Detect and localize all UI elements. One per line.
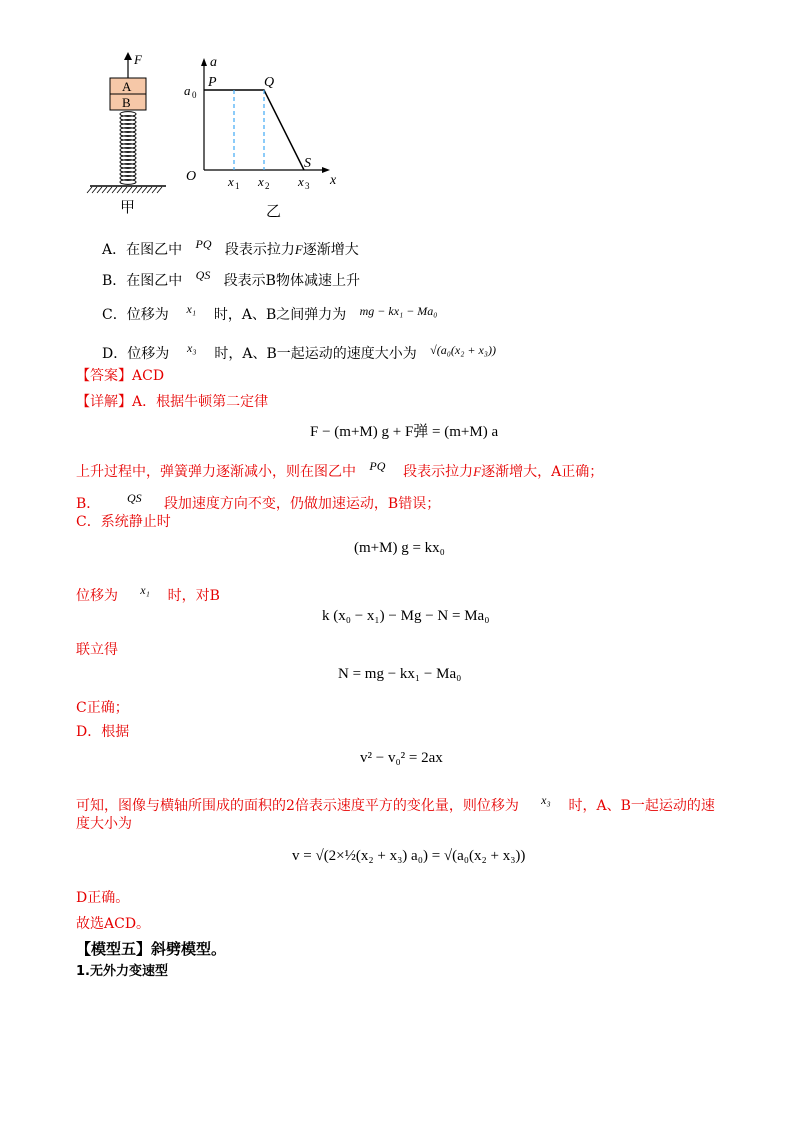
line-d: D．根据: [76, 724, 130, 740]
point-q-label: Q: [264, 75, 275, 90]
point-s-label: S: [304, 156, 311, 171]
figure-caption-right: 乙: [266, 204, 282, 220]
origin-label: O: [186, 169, 197, 184]
section-subtitle: 1.无外力变速型: [76, 964, 168, 979]
spring-block-figure: [80, 50, 180, 220]
line-a: 上升过程中，弹簧弹力逐渐减小，则在图乙中 PQ 段表示拉力F逐渐增大，A正确；: [76, 459, 604, 480]
line-d3: 度大小为: [76, 816, 132, 832]
line-c2: 位移为 x₁ 时，对B: [76, 583, 220, 604]
point-p-label: P: [208, 75, 217, 90]
line-c: C．系统静止时: [76, 514, 171, 530]
line-b: B． QS 段加速度方向不变，仍做加速运动，B错误；: [76, 491, 441, 512]
answer: 【答案】ACD: [76, 368, 165, 384]
line-final: 故选ACD。: [76, 916, 151, 932]
x2-sub: 2: [265, 181, 270, 191]
axis-y-label: a: [210, 55, 217, 70]
equation-6: v = √(2×½(x₂ + x₃) a₀) = √(a₀(x₂ + x₃)): [292, 848, 526, 864]
x1-sub: 1: [235, 181, 240, 191]
x3-sub: 3: [305, 181, 310, 191]
equation-2: (m+M) g = kx₀: [354, 540, 445, 556]
line-c4: C正确；: [76, 700, 129, 716]
x2-label: x: [258, 174, 264, 189]
line-d4: D正确。: [76, 890, 130, 906]
axis-x-label: x: [330, 173, 337, 188]
equation-4: N = mg − kx₁ − Ma₀: [338, 666, 462, 682]
option-a: A．在图乙中 PQ 段表示拉力F逐渐增大: [102, 237, 359, 258]
a0-label: a: [184, 83, 191, 98]
x3-label: x: [298, 174, 304, 189]
spring: [120, 112, 136, 185]
x1-label: x: [228, 174, 234, 189]
equation-3: k (x₀ − x₁) − Mg − N = Ma₀: [322, 608, 490, 624]
acceleration-graph: [180, 50, 350, 220]
figure-caption-left: 甲: [120, 200, 136, 216]
block-b-label: B: [122, 95, 131, 110]
option-b: B．在图乙中 QS 段表示B物体减速上升: [102, 268, 360, 289]
equation-1: F − (m+M) g + F弹 = (m+M) a: [310, 424, 499, 440]
ground-hatch: [87, 187, 162, 193]
block-a-label: A: [122, 79, 132, 94]
a0-sub: 0: [192, 90, 197, 100]
explain-head: 【详解】A．根据牛顿第二定律: [76, 394, 269, 410]
option-c: C．位移为 x₁ 时，A、B之间弹力为 mg − kx₁ − Ma₀: [102, 302, 438, 323]
line-c3: 联立得: [76, 642, 118, 658]
section-title: 【模型五】斜劈模型。: [76, 940, 227, 958]
line-d2: 可知，图像与横轴所围成的面积的2倍表示速度平方的变化量，则位移为 x₃ 时，A、B一起运动的速: [76, 793, 715, 814]
option-d: D．位移为 x₃ 时，A、B一起运动的速度大小为 √(a₀(x₂ + x₃)): [102, 341, 496, 362]
force-label: F: [134, 52, 142, 67]
equation-5: v² − v₀² = 2ax: [360, 750, 443, 766]
